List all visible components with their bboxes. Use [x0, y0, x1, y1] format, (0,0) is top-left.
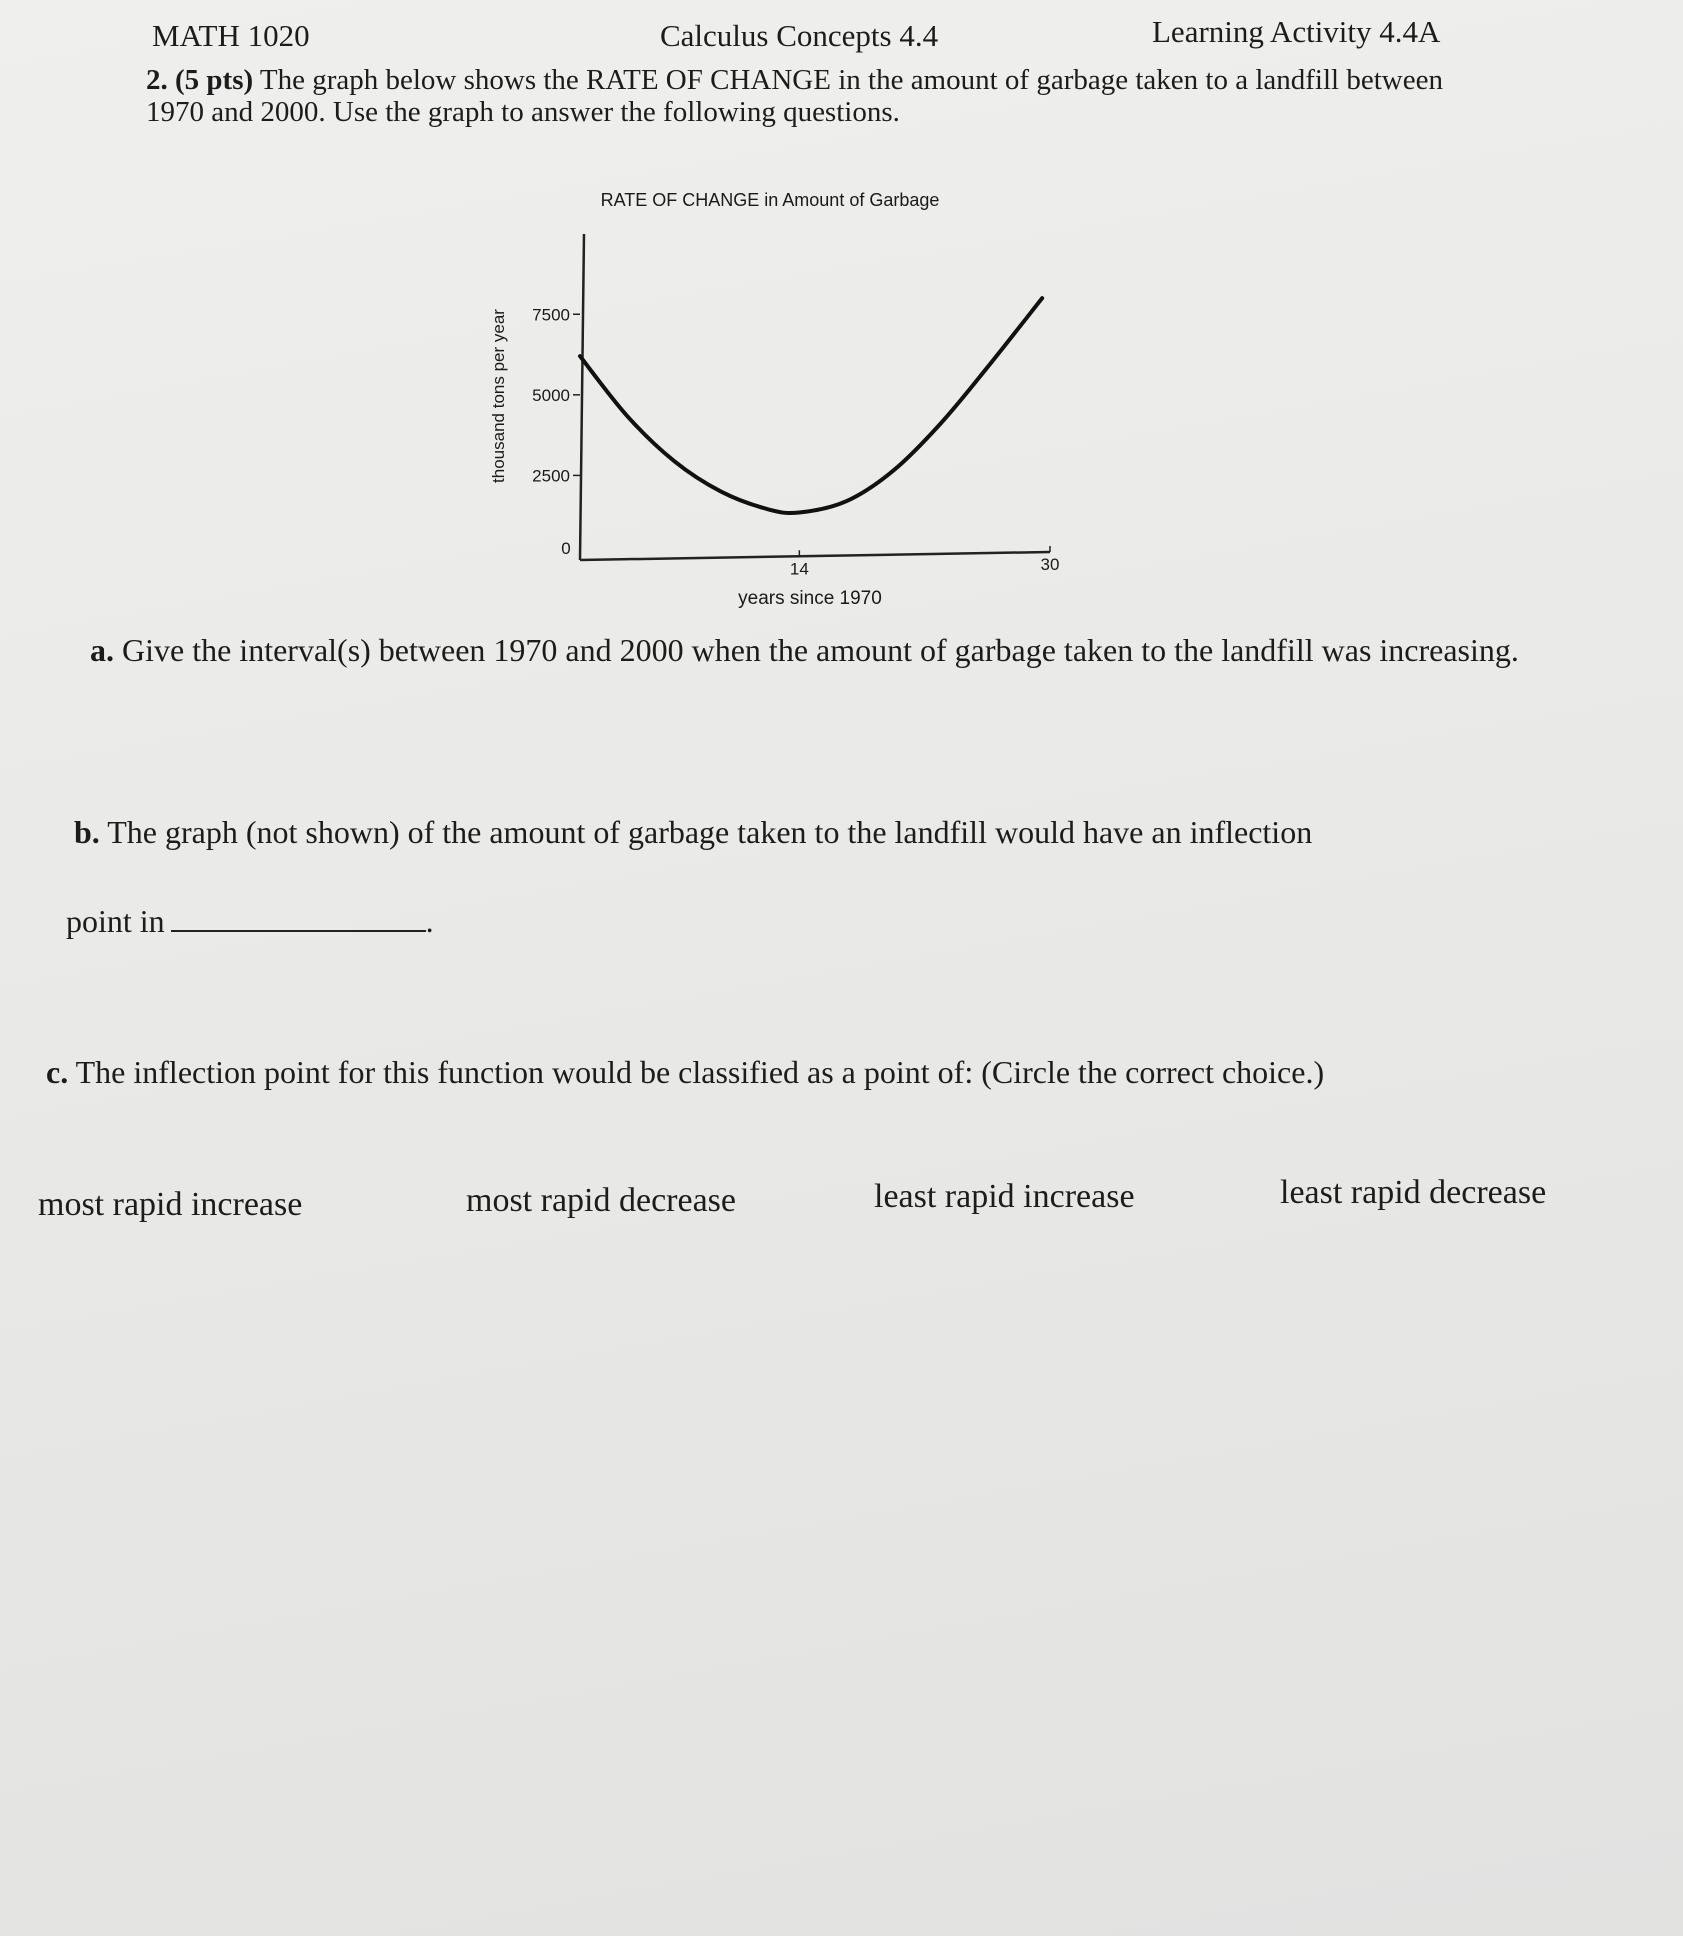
- x-axis-line: [580, 552, 1050, 560]
- question-number: 2. (5 pts): [146, 64, 254, 96]
- y-tick-label: 7500: [532, 305, 570, 325]
- y-axis-label: thousand tons per year: [489, 309, 508, 483]
- question-2: [146, 64, 1486, 128]
- part-c-text: The inflection point for this function would be classified as a point of: (Circle the correct choice.): [75, 1054, 1325, 1090]
- choice-most-rapid-decrease[interactable]: most rapid decrease: [466, 1182, 736, 1219]
- y-tick-label: 2500: [532, 466, 570, 486]
- chart-title: RATE OF CHANGE in Amount of Garbage: [600, 190, 940, 210]
- part-b-continuation-text: point in: [66, 903, 165, 939]
- rate-of-change-chart: [470, 180, 1090, 620]
- part-a-text: Give the interval(s) between 1970 and 2000 when the amount of garbage taken to the landfill was increasing.: [122, 632, 1519, 668]
- choice-least-rapid-increase[interactable]: least rapid increase: [874, 1178, 1135, 1215]
- part-b-continuation: [66, 900, 434, 940]
- chart-ticks: [532, 305, 1059, 578]
- series-line: [580, 298, 1042, 513]
- answer-blank[interactable]: [171, 900, 426, 932]
- x-axis-label: years since 1970: [738, 588, 882, 609]
- course-title: MATH 1020: [152, 18, 310, 53]
- y-axis-line: [580, 234, 584, 560]
- part-c: [46, 1050, 1566, 1094]
- part-a-label: a.: [90, 632, 114, 668]
- part-b-label: b.: [74, 814, 100, 850]
- part-b-period: .: [425, 903, 434, 939]
- x-tick-label: 0: [561, 539, 571, 558]
- chart-series: [580, 298, 1042, 513]
- choice-least-rapid-decrease[interactable]: least rapid decrease: [1280, 1174, 1547, 1211]
- part-c-label: c.: [46, 1054, 69, 1090]
- activity-title: Learning Activity 4.4A: [1152, 14, 1441, 49]
- book-section: Calculus Concepts 4.4: [660, 18, 939, 53]
- x-tick-label: 30: [1040, 555, 1060, 574]
- choice-most-rapid-increase[interactable]: most rapid increase: [38, 1186, 303, 1223]
- part-b-text: The graph (not shown) of the amount of garbage taken to the landfill would have an inflection: [107, 814, 1313, 850]
- part-b: [74, 810, 1574, 854]
- x-tick-label: 14: [789, 559, 809, 579]
- question-text: The graph below shows the RATE OF CHANGE in the amount of garbage taken to a landfill between 1970 and 2000. Use the graph to answer the following questions.: [146, 64, 1443, 128]
- part-a: [90, 628, 1540, 672]
- y-tick-label: 5000: [532, 385, 570, 405]
